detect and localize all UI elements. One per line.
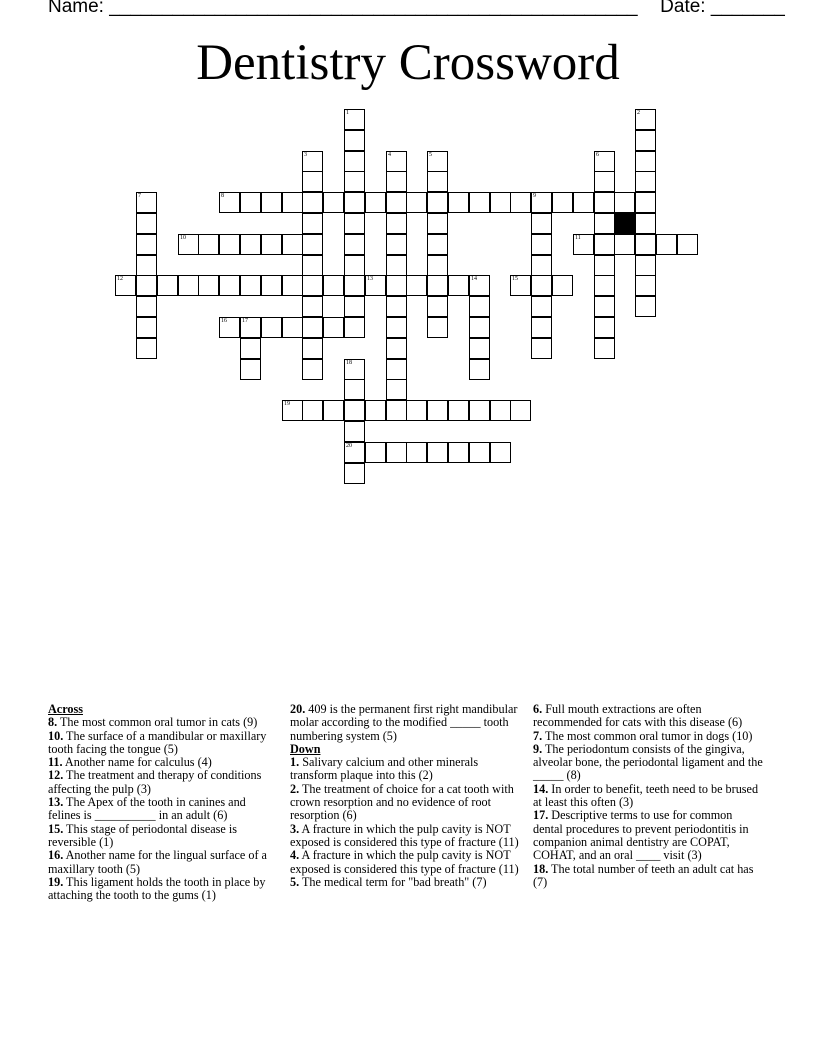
- clue-item-text: The Apex of the tooth in canines and felines is __________ in an adult (6): [48, 795, 246, 823]
- grid-cell[interactable]: [552, 192, 573, 213]
- grid-cell[interactable]: [365, 192, 386, 213]
- clue-item-number: 9.: [533, 741, 543, 756]
- grid-cell[interactable]: [365, 442, 386, 463]
- grid-cell[interactable]: [323, 317, 344, 338]
- clue-number: 15: [512, 276, 518, 282]
- grid-cell[interactable]: [386, 379, 407, 400]
- grid-cell[interactable]: [198, 234, 219, 255]
- grid-cell[interactable]: [594, 213, 615, 234]
- clue-item-text: The medical term for "bad breath" (7): [299, 874, 487, 889]
- grid-cell[interactable]: [635, 130, 656, 151]
- clue-item: [290, 756, 522, 783]
- grid-cell[interactable]: [594, 234, 615, 255]
- clue-number: 18: [346, 360, 352, 366]
- grid-cell[interactable]: [282, 234, 303, 255]
- grid-cell[interactable]: [427, 171, 448, 192]
- clue-item: [48, 823, 280, 850]
- grid-cell[interactable]: [448, 192, 469, 213]
- grid-cell[interactable]: [323, 192, 344, 213]
- clue-number: 13: [367, 276, 373, 282]
- grid-cell[interactable]: [406, 192, 427, 213]
- page-title: Dentistry Crossword: [196, 35, 620, 91]
- clue-item: [48, 716, 280, 729]
- grid-cell[interactable]: [635, 255, 656, 276]
- grid-cell[interactable]: [386, 192, 407, 213]
- grid-cell[interactable]: [261, 317, 282, 338]
- clue-item-text: A fracture in which the pulp cavity is NOT exposed is considered this type of fracture (11): [290, 848, 519, 876]
- grid-cell[interactable]: [469, 317, 490, 338]
- grid-cell[interactable]: [344, 275, 365, 296]
- grid-cell[interactable]: [198, 275, 219, 296]
- clue-item-text: This ligament holds the tooth in place by attaching the tooth to the gums (1): [48, 874, 266, 903]
- clue-item: [48, 756, 280, 769]
- grid-cell[interactable]: [136, 255, 157, 276]
- grid-cell[interactable]: [406, 400, 427, 421]
- grid-cell[interactable]: [323, 400, 344, 421]
- grid-cell[interactable]: [261, 275, 282, 296]
- grid-cell[interactable]: [302, 213, 323, 234]
- grid-cell[interactable]: [490, 400, 511, 421]
- grid-cell[interactable]: [240, 317, 261, 338]
- grid-cell[interactable]: [510, 275, 531, 296]
- grid-cell[interactable]: [282, 192, 303, 213]
- grid-cell[interactable]: [469, 296, 490, 317]
- grid-cell[interactable]: [531, 192, 552, 213]
- grid-cell[interactable]: [469, 338, 490, 359]
- grid-cell[interactable]: [469, 192, 490, 213]
- grid-cell[interactable]: [573, 234, 594, 255]
- grid-cell[interactable]: [219, 275, 240, 296]
- clue-item: [533, 863, 765, 890]
- grid-cell[interactable]: [427, 255, 448, 276]
- grid-cell[interactable]: [136, 338, 157, 359]
- clue-item: [290, 823, 522, 850]
- grid-cell[interactable]: [386, 275, 407, 296]
- grid-cell[interactable]: [531, 296, 552, 317]
- grid-cell[interactable]: [531, 213, 552, 234]
- grid-cell[interactable]: [386, 255, 407, 276]
- grid-cell[interactable]: [302, 296, 323, 317]
- grid-cell[interactable]: [386, 151, 407, 172]
- grid-cell[interactable]: [469, 442, 490, 463]
- grid-cell[interactable]: [594, 255, 615, 276]
- grid-cell[interactable]: [386, 171, 407, 192]
- grid-cell[interactable]: [136, 317, 157, 338]
- clue-item: [48, 876, 280, 903]
- grid-cell[interactable]: [635, 234, 656, 255]
- grid-cell[interactable]: [386, 234, 407, 255]
- clues-column-3: [533, 703, 765, 889]
- grid-cell[interactable]: [302, 317, 323, 338]
- grid-cell[interactable]: [614, 234, 635, 255]
- grid-cell[interactable]: [386, 400, 407, 421]
- clue-item: [48, 730, 280, 757]
- clue-number: 2: [637, 110, 640, 116]
- grid-cell[interactable]: [282, 317, 303, 338]
- grid-cell[interactable]: [594, 151, 615, 172]
- grid-cell[interactable]: [531, 317, 552, 338]
- date-label: Date:: [660, 0, 706, 17]
- grid-cell[interactable]: [386, 338, 407, 359]
- grid-cell[interactable]: [136, 234, 157, 255]
- grid-cell[interactable]: [344, 359, 365, 380]
- clue-number: 12: [117, 276, 123, 282]
- clue-number: 11: [575, 235, 581, 241]
- clue-item: [533, 809, 765, 862]
- clue-item-number: 6.: [533, 702, 543, 716]
- grid-cell[interactable]: [386, 359, 407, 380]
- grid-cell[interactable]: [427, 317, 448, 338]
- clue-item: [533, 703, 765, 730]
- clue-item-number: 14.: [533, 781, 549, 796]
- grid-cell[interactable]: [656, 234, 677, 255]
- grid-cell[interactable]: [469, 275, 490, 296]
- clue-item-number: 17.: [533, 808, 549, 823]
- grid-cell[interactable]: [302, 255, 323, 276]
- grid-cell[interactable]: [178, 234, 199, 255]
- grid-cell[interactable]: [178, 275, 199, 296]
- clue-item: [533, 783, 765, 810]
- grid-cell[interactable]: [635, 171, 656, 192]
- grid-cell[interactable]: [490, 442, 511, 463]
- grid-cell[interactable]: [635, 275, 656, 296]
- grid-cell[interactable]: [240, 359, 261, 380]
- grid-cell[interactable]: [136, 296, 157, 317]
- grid-cell[interactable]: [302, 338, 323, 359]
- clue-item-text: Full mouth extractions are often recommended for cats with this disease (6): [533, 702, 743, 730]
- grid-cell[interactable]: [510, 192, 531, 213]
- grid-cell[interactable]: [136, 275, 157, 296]
- grid-cell[interactable]: [531, 255, 552, 276]
- clue-item-text: The most common oral tumor in cats (9): [57, 715, 258, 730]
- date-blank[interactable]: _______: [710, 0, 785, 17]
- grid-cell[interactable]: [302, 275, 323, 296]
- grid-cell[interactable]: [344, 213, 365, 234]
- grid-cell[interactable]: [136, 192, 157, 213]
- clue-item-text: The total number of teeth an adult cat has (7): [533, 861, 754, 889]
- grid-cell[interactable]: [427, 442, 448, 463]
- grid-cell[interactable]: [344, 171, 365, 192]
- grid-cell[interactable]: [594, 192, 615, 213]
- clue-item: [533, 743, 765, 783]
- grid-cell[interactable]: [344, 109, 365, 130]
- grid-cell[interactable]: [365, 400, 386, 421]
- grid-cell[interactable]: [302, 400, 323, 421]
- clue-item-number: 18.: [533, 861, 549, 876]
- clue-item: [533, 730, 765, 743]
- grid-cell[interactable]: [219, 234, 240, 255]
- grid-cell[interactable]: [261, 192, 282, 213]
- clue-item-number: 3.: [290, 821, 300, 836]
- clue-number: 9: [533, 193, 536, 199]
- clue-number: 1: [346, 110, 349, 116]
- grid-black-cell: [614, 213, 635, 234]
- clue-item: [290, 849, 522, 876]
- grid-cell[interactable]: [344, 379, 365, 400]
- grid-cell[interactable]: [240, 338, 261, 359]
- clue-item-text: The most common oral tumor in dogs (10): [542, 728, 753, 743]
- clue-number: 6: [596, 152, 599, 158]
- grid-cell[interactable]: [635, 296, 656, 317]
- grid-cell[interactable]: [219, 317, 240, 338]
- grid-cell[interactable]: [427, 400, 448, 421]
- clue-item: [48, 796, 280, 823]
- grid-cell[interactable]: [573, 192, 594, 213]
- grid-cell[interactable]: [594, 317, 615, 338]
- clue-section-header: Across: [48, 702, 83, 716]
- grid-cell[interactable]: [240, 192, 261, 213]
- grid-cell[interactable]: [240, 275, 261, 296]
- clue-item-number: 13.: [48, 795, 64, 810]
- grid-cell[interactable]: [406, 442, 427, 463]
- clue-number: 8: [221, 193, 224, 199]
- grid-cell[interactable]: [240, 234, 261, 255]
- grid-cell[interactable]: [469, 359, 490, 380]
- grid-cell[interactable]: [302, 192, 323, 213]
- grid-cell[interactable]: [157, 275, 178, 296]
- clue-number: 19: [284, 401, 290, 407]
- clue-item-number: 5.: [290, 874, 300, 889]
- clue-item-number: 20.: [290, 702, 306, 716]
- grid-cell[interactable]: [136, 213, 157, 234]
- clue-item: [290, 876, 522, 889]
- clue-item-text: The periodontum consists of the gingiva, alveolar bone, the periodontal ligament and the _____ (8): [533, 741, 763, 783]
- grid-cell[interactable]: [427, 275, 448, 296]
- clues-column-1: [48, 703, 280, 902]
- clue-number: 16: [221, 318, 227, 324]
- clue-item-text: The treatment and therapy of conditions affecting the pulp (3): [48, 768, 262, 796]
- grid-cell[interactable]: [552, 275, 573, 296]
- grid-cell[interactable]: [386, 317, 407, 338]
- clue-item: [48, 849, 280, 876]
- grid-cell[interactable]: [302, 234, 323, 255]
- clue-item-text: The treatment of choice for a cat tooth with crown resorption and no evidence of root resorption (6): [290, 781, 514, 823]
- grid-cell[interactable]: [594, 171, 615, 192]
- clue-item-number: 11.: [48, 755, 63, 770]
- grid-cell[interactable]: [406, 275, 427, 296]
- name-blank[interactable]: __________________________________________________: [109, 0, 638, 17]
- clue-item-number: 15.: [48, 821, 64, 836]
- grid-cell[interactable]: [594, 275, 615, 296]
- clue-number: 20: [346, 443, 352, 449]
- clue-item: [290, 783, 522, 823]
- clue-number: 3: [304, 152, 307, 158]
- grid-cell[interactable]: [635, 192, 656, 213]
- grid-cell[interactable]: [365, 275, 386, 296]
- grid-cell[interactable]: [386, 296, 407, 317]
- grid-cell[interactable]: [344, 234, 365, 255]
- grid-cell[interactable]: [510, 400, 531, 421]
- clue-item-text: Another name for the lingual surface of a maxillary tooth (5): [48, 848, 267, 876]
- clue-item-text: In order to benefit, teeth need to be brused at least this often (3): [533, 781, 759, 810]
- grid-cell[interactable]: [531, 234, 552, 255]
- clue-item-text: 409 is the permanent first right mandibular molar according to the modified _____ tooth numbering system (5): [290, 702, 518, 743]
- grid-cell[interactable]: [344, 130, 365, 151]
- grid-cell[interactable]: [386, 213, 407, 234]
- clue-item-number: 2.: [290, 781, 300, 796]
- clue-item-text: This stage of periodontal disease is reversible (1): [48, 821, 237, 849]
- grid-cell[interactable]: [344, 192, 365, 213]
- grid-cell[interactable]: [427, 296, 448, 317]
- grid-cell[interactable]: [490, 192, 511, 213]
- grid-cell[interactable]: [219, 192, 240, 213]
- clue-item-number: 4.: [290, 848, 300, 863]
- clue-item-text: Another name for calculus (4): [62, 755, 212, 770]
- grid-cell[interactable]: [427, 192, 448, 213]
- clue-number: 10: [180, 235, 186, 241]
- grid-cell[interactable]: [344, 400, 365, 421]
- grid-cell[interactable]: [531, 275, 552, 296]
- grid-cell[interactable]: [302, 171, 323, 192]
- clue-item-number: 12.: [48, 768, 64, 783]
- clue-item-text: A fracture in which the pulp cavity is NOT exposed is considered this type of fracture (11): [290, 821, 519, 849]
- grid-cell[interactable]: [344, 151, 365, 172]
- grid-cell[interactable]: [302, 359, 323, 380]
- clue-number: 14: [471, 276, 477, 282]
- grid-cell[interactable]: [344, 255, 365, 276]
- grid-cell[interactable]: [448, 442, 469, 463]
- clue-item: [48, 769, 280, 796]
- grid-cell[interactable]: [115, 275, 136, 296]
- grid-cell[interactable]: [386, 442, 407, 463]
- grid-cell[interactable]: [323, 275, 344, 296]
- grid-cell[interactable]: [282, 400, 303, 421]
- grid-cell[interactable]: [677, 234, 698, 255]
- grid-cell[interactable]: [635, 109, 656, 130]
- clue-item: [290, 703, 522, 743]
- grid-cell[interactable]: [344, 463, 365, 484]
- clue-item-text: The surface of a mandibular or maxillary tooth facing the tongue (5): [48, 728, 267, 756]
- clue-number: 7: [138, 193, 141, 199]
- grid-cell[interactable]: [448, 400, 469, 421]
- grid-cell[interactable]: [427, 234, 448, 255]
- grid-cell[interactable]: [344, 421, 365, 442]
- grid-cell[interactable]: [594, 338, 615, 359]
- clue-item-text: Salivary calcium and other minerals transform plaque into this (2): [290, 755, 479, 783]
- grid-cell[interactable]: [427, 151, 448, 172]
- clue-number: 4: [388, 152, 391, 158]
- grid-cell[interactable]: [261, 234, 282, 255]
- grid-cell[interactable]: [469, 400, 490, 421]
- grid-cell[interactable]: [635, 151, 656, 172]
- clue-number: 5: [429, 152, 432, 158]
- grid-cell[interactable]: [344, 317, 365, 338]
- clue-item-number: 1.: [290, 755, 300, 770]
- grid-cell[interactable]: [344, 442, 365, 463]
- clue-item-text: Descriptive terms to use for common dental procedures to prevent periodontitis in companion animal dentistry are COPAT, COHAT, and an oral ____ visit (3): [533, 808, 749, 863]
- grid-cell[interactable]: [594, 296, 615, 317]
- grid-cell[interactable]: [344, 296, 365, 317]
- grid-cell[interactable]: [614, 192, 635, 213]
- grid-cell[interactable]: [302, 151, 323, 172]
- grid-cell[interactable]: [635, 213, 656, 234]
- clue-number: 17: [242, 318, 248, 324]
- clues-column-2: [290, 703, 522, 889]
- grid-cell[interactable]: [427, 213, 448, 234]
- grid-cell[interactable]: [531, 338, 552, 359]
- clue-item-number: 7.: [533, 728, 543, 743]
- clue-item-number: 8.: [48, 715, 58, 730]
- clue-item-number: 16.: [48, 848, 64, 863]
- clue-section-header: Down: [290, 741, 321, 756]
- grid-cell[interactable]: [282, 275, 303, 296]
- clue-item-number: 19.: [48, 874, 64, 889]
- grid-cell[interactable]: [448, 275, 469, 296]
- clue-item-number: 10.: [48, 728, 64, 743]
- name-label: Name:: [48, 0, 104, 17]
